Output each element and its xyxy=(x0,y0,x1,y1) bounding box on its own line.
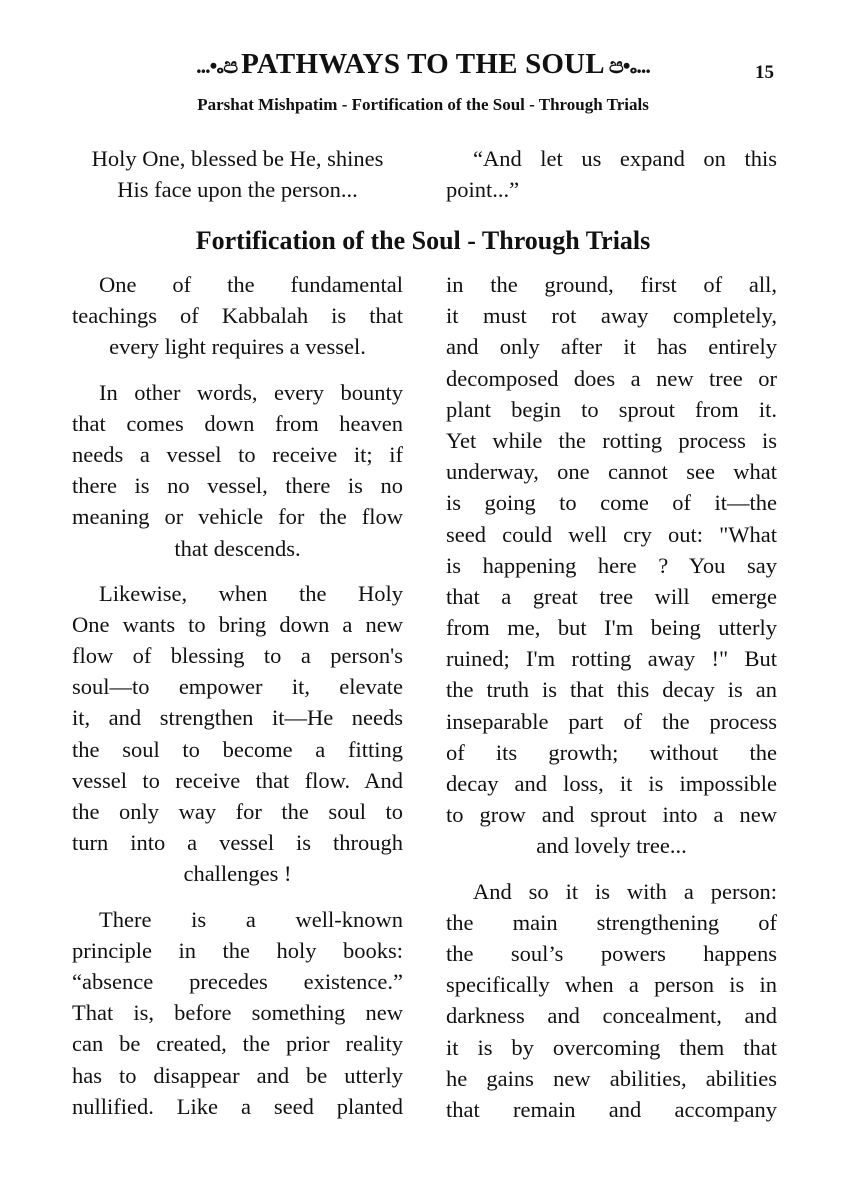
text-line: In other words, every bounty xyxy=(99,379,403,405)
text-line: decay and loss, it is impossible xyxy=(446,771,777,796)
text-line: His face upon the person... xyxy=(117,177,358,203)
paragraph xyxy=(72,578,403,890)
text-line: teachings of Kabbalah is that xyxy=(72,303,403,329)
text-line: to grow and sprout into a new xyxy=(446,802,777,828)
text-line: inseparable part of the process xyxy=(446,708,777,734)
text-line: that descends. xyxy=(174,535,301,561)
text-line: that remain and accompany xyxy=(446,1096,777,1122)
text-line: that comes down from heaven xyxy=(72,410,403,436)
text-line: That is, before something new xyxy=(72,1000,403,1026)
text-line: nullified. Like a seed planted xyxy=(72,1093,403,1119)
text-line: seed could well cry out: "What xyxy=(446,521,777,547)
text-line: “And let us expand on this xyxy=(473,146,777,171)
paragraph xyxy=(72,377,403,564)
text-line: there is no vessel, there is no xyxy=(72,473,403,499)
intro-left-column xyxy=(72,143,403,205)
text-line: soul—to empower it, elevate xyxy=(72,674,403,700)
paragraph xyxy=(72,904,403,1122)
text-line: it is by overcoming them that xyxy=(446,1034,777,1060)
text-line: “absence precedes existence.” xyxy=(72,968,403,994)
text-line: Likewise, when the Holy xyxy=(99,580,403,606)
paragraph xyxy=(446,269,777,862)
text-line: is going to come of it—the xyxy=(446,490,777,516)
text-line: the soul to become a fitting xyxy=(72,736,403,762)
text-line: the main strengthening of xyxy=(446,909,777,935)
text-line: is happening here ? You say xyxy=(446,552,777,578)
text-line: it, and strengthen it—He needs xyxy=(72,705,403,731)
text-line: And so it is with a person: xyxy=(473,878,777,904)
text-line: ruined; I'm rotting away !" But xyxy=(446,646,777,672)
intro-right-column xyxy=(446,143,777,205)
text-line: One wants to bring down a new xyxy=(72,611,403,637)
text-line: and only after it has entirely xyxy=(446,334,777,360)
text-line: the soul’s powers happens xyxy=(446,940,777,966)
ornament-right-icon: ප•૰... xyxy=(608,53,650,78)
right-column xyxy=(446,269,777,1139)
text-line: flow of blessing to a person's xyxy=(72,643,403,669)
text-line: of its growth; without the xyxy=(446,739,777,765)
text-line: Yet while the rotting process is xyxy=(446,427,777,453)
text-line: has to disappear and be utterly xyxy=(72,1062,403,1088)
ornament-left-icon: ...•૰ප xyxy=(196,53,238,78)
text-line: vessel to receive that flow. And xyxy=(72,767,403,793)
running-header xyxy=(0,48,846,81)
text-line: point...” xyxy=(446,177,520,203)
book-title: PATHWAYS TO THE SOUL xyxy=(241,48,605,80)
text-line: challenges ! xyxy=(183,861,292,887)
text-line: underway, one cannot see what xyxy=(446,459,777,485)
text-line: There is a well-known xyxy=(99,906,403,932)
chapter-subtitle: Parshat Mishpatim - Fortification of the Soul - Through Trials xyxy=(197,95,649,114)
text-line: it must rot away completely, xyxy=(446,303,777,329)
text-line: Holy One, blessed be He, shines xyxy=(91,146,384,171)
text-line: decomposed does a new tree or xyxy=(446,365,777,391)
text-line: principle in the holy books: xyxy=(72,937,403,963)
text-line: from me, but I'm being utterly xyxy=(446,615,777,641)
text-line: the truth is that this decay is an xyxy=(446,677,777,703)
text-line: turn into a vessel is through xyxy=(72,830,403,856)
paragraph xyxy=(72,269,403,363)
section-heading: Fortification of the Soul - Through Trials xyxy=(195,226,651,255)
text-line: can be created, the prior reality xyxy=(72,1031,403,1057)
text-line: in the ground, first of all, xyxy=(446,272,777,297)
text-line: One of the fundamental xyxy=(99,272,403,297)
text-line: specifically when a person is in xyxy=(446,972,777,998)
text-line: meaning or vehicle for the flow xyxy=(72,504,403,530)
text-line: and lovely tree... xyxy=(536,833,687,859)
text-line: darkness and concealment, and xyxy=(446,1003,777,1029)
text-line: the only way for the soul to xyxy=(72,799,403,824)
page-number: 15 xyxy=(755,62,774,83)
text-line: plant begin to sprout from it. xyxy=(446,396,777,422)
text-line: he gains new abilities, abilities xyxy=(446,1065,777,1091)
text-line: that a great tree will emerge xyxy=(446,583,777,609)
text-line: every light requires a vessel. xyxy=(109,334,366,360)
paragraph xyxy=(446,876,777,1126)
left-column xyxy=(72,269,403,1136)
text-line: needs a vessel to receive it; if xyxy=(72,441,403,467)
